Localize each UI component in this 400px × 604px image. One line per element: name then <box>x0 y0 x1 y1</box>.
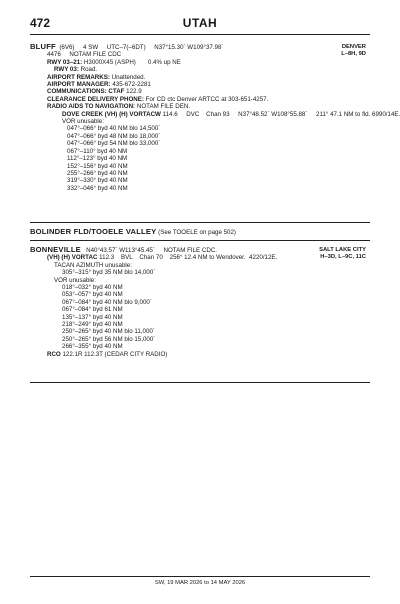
list-item: 053°–057° byd 40 NM <box>62 291 123 299</box>
list-item: 047°–066° byd 54 NM blo 33,000´ <box>67 140 161 148</box>
list-item: 332°–046° byd 40 NM <box>67 184 128 192</box>
effective-dates: SW, 19 MAR 2026 to 14 MAY 2026 <box>154 580 246 586</box>
list-item: 047°–066° byd 48 NM blo 18,000´ <box>67 132 161 140</box>
chart-reference: SALT LAKE CITY H–3D, L–9C, 11C <box>319 247 366 260</box>
navaid-info: N40°43.57´ W113°45.45´ NOTAM FILE CDC. <box>80 247 218 254</box>
vor-unusable-list <box>30 125 370 192</box>
list-item: 152°–156° byd 40 NM <box>67 162 128 170</box>
vortac-info: 112.3 BVL Chan 70 256° 12.4 NM to Wendover. 4220/12E. <box>97 254 278 262</box>
list-item: 047°–066° byd 40 NM blo 14,500´ <box>67 125 161 133</box>
airport-name: BLUFF <box>30 42 56 51</box>
list-item: 112°–123° byd 40 NM <box>67 155 128 163</box>
entry-divider <box>30 382 370 383</box>
rco-info: 122.1R 112.3T (CEDAR CITY RADIO) <box>60 350 168 358</box>
elevation-notam: 4476 NOTAM FILE CDC <box>47 51 122 59</box>
list-item: 250°–265° byd 40 NM blo 11,000´ <box>62 328 155 336</box>
state-title: UTAH <box>182 16 218 30</box>
vor-unusable-list <box>30 284 370 351</box>
navaid-name: BONNEVILLE <box>30 245 81 254</box>
list-item: 319°–330° byd 40 NM <box>67 177 128 185</box>
list-item: 067°–110° byd 40 NM <box>67 147 128 155</box>
footer-rule <box>30 576 370 577</box>
entry-divider <box>30 240 370 241</box>
cross-reference: (See TOOELE on page 502) <box>156 229 236 236</box>
list-item: 255°–266° byd 40 NM <box>67 169 128 177</box>
airport-manager: 435-672-2281 <box>110 81 151 89</box>
radio-aids: NOTAM FILE DEN. <box>135 103 191 111</box>
list-item: 266°–355° byd 40 NM <box>62 343 123 351</box>
vortac-info: 114.6 DVC Chan 93 N37°48.52´ W108°55.88´ 211° 47.1 NM to fld. 6990/14E. <box>160 110 400 118</box>
airport-remarks: Unattended. <box>109 73 146 81</box>
page-number: 472 <box>30 16 51 30</box>
header-rule <box>30 34 370 35</box>
airport-info: (6V6) 4 SW UTC–7(–6DT) N37°15.30´ W109°37.98´ <box>55 44 224 51</box>
entry-bolinder <box>30 228 370 236</box>
list-item: 067°–084° byd 61 NM <box>62 306 123 314</box>
entry-bluff: DENVER L–8H, 9D BLUFF (6V6) 4 SW UTC–7(–6DT) N37°15.30´ W109°37.98´ 4476 NOTAM FILE CDC RWY 03–21: H3000X45 (ASPH) 0.4% up NE RWY 03: Road. AIRPORT REMARKS: Unattended. AIRPORT MANAGER: 435-672-2281 COMMUNICATIONS: CTAF 122.9 CLEARANCE DELIVERY PHONE: For CD ctc Denver ARTCC at 303-651-4257. RADIO AIDS TO NAVIGATION: NOTAM FILE DEN. DOVE CREEK (VH) (H) VORTACW 114.6 DVC Chan 93 N37°48.52´ W108°55.88´ 211° 47.1 NM to fld. 6990/14E. VOR unusable: 047°–066° byd 40 NM blo 14,500´ 047°–066° byd 48 NM blo 18,000´ 047°–066° byd 54 NM blo 33,000´ 067°–110° byd 40 NM 112°–123° byd 40 NM 152°–156° byd 40 NM 255°–266° byd 40 NM 319°–330° byd 40 NM 332°–046° byd 40 NM <box>30 42 400 192</box>
list-item: 305°–315° byd 35 NM blo 14,000´ <box>62 269 156 277</box>
clearance-delivery: For CD ctc Denver ARTCC at 303-651-4257. <box>143 95 269 103</box>
list-item: 218°–249° byd 40 NM <box>62 321 123 329</box>
list-item: 018°–032° byd 40 NM <box>62 284 123 292</box>
list-item: 067°–084° byd 40 NM blo 9,000´ <box>62 298 152 306</box>
list-item: 135°–137° byd 40 NM <box>62 313 123 321</box>
entry-divider <box>30 222 370 223</box>
runway-info: H3000X45 (ASPH) 0.4% up NE <box>82 58 181 66</box>
list-item: 250°–265° byd 56 NM blo 15,000´ <box>62 335 156 343</box>
communications: 122.9 <box>124 88 142 96</box>
chart-reference: DENVER L–8H, 9D <box>341 44 366 57</box>
entry-bonneville: SALT LAKE CITY H–3D, L–9C, 11C BONNEVILLE N40°43.57´ W113°45.45´ NOTAM FILE CDC. (VH) (H) VORTAC 112.3 BVL Chan 70 256° 12.4 NM to Wendover. 4220/12E. TACAN AZIMUTH unusable: 305°–315° byd 35 NM blo 14,000´ VOR unusable: 018°–032° byd 40 NM 053°–057° byd 40 NM 067°–084° byd 40 NM blo 9,000´ 067°–084° byd 61 NM 135°–137° byd 40 NM 218°–249° byd 40 NM 250°–265° byd 40 NM blo 11,000´ 250°–265° byd 56 NM blo 15,000´ 266°–355° byd 40 NM RCO 122.1R 112.3T (CEDAR CITY RADIO) <box>30 246 370 358</box>
airport-name: BOLINDER FLD/TOOELE VALLEY <box>30 227 157 236</box>
